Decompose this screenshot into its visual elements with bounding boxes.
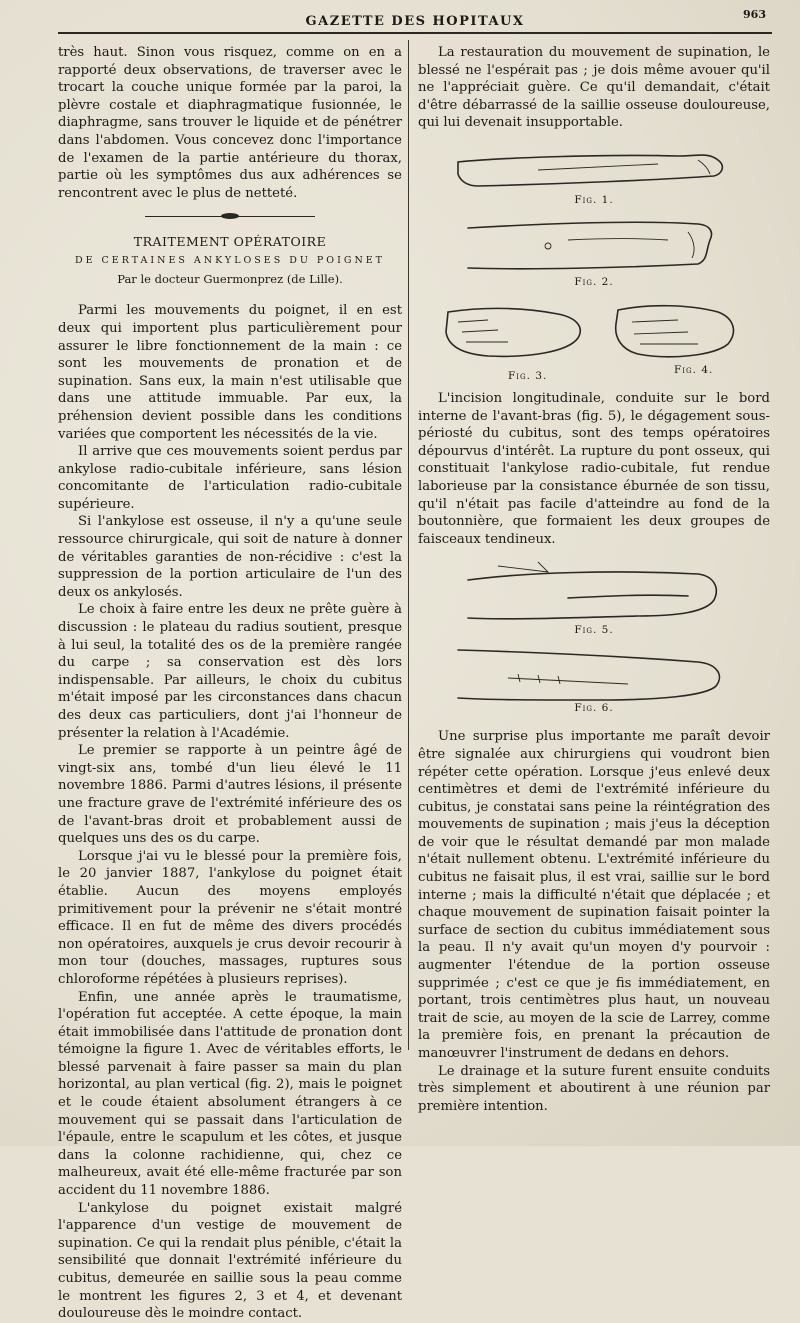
article-paragraph: Le drainage et la suture furent ensuite conduits très simplement et aboutirent à une réunion par première intention. bbox=[418, 1063, 770, 1114]
section-title: TRAITEMENT OPÉRATOIRE bbox=[133, 234, 327, 250]
article-paragraph: L'ankylose du poignet existait malgré l'apparence d'un vestige de mouvement de supination. Ce qui la rendait plus pénible, c'était la sensibilité que donnait l'extrémité inférieure du cubitus, demeurée en saillie sous la peau comme le montrent les figures 2, 3 et 4, et devenant douloureuse dès le moindre contact. bbox=[58, 1200, 402, 1322]
figure-caption: Fig. 2. bbox=[574, 275, 614, 288]
incision-illustration bbox=[418, 558, 770, 626]
right-column bbox=[418, 44, 770, 1115]
figure-caption: Fig. 3. bbox=[508, 369, 548, 382]
figure-6 bbox=[418, 640, 770, 714]
article-paragraph: Si l'ankylose est osseuse, il n'y a qu'une seule ressource chirurgicale, qui soit de nature à donner de véritables garanties de non-récidive : c'est la suppression de la portion articulaire de l'un des deux os ankylosés. bbox=[58, 514, 402, 600]
article-paragraph: L'incision longitudinale, conduite sur le bord interne de l'avant-bras (fig. 5), le dégagement sous-périosté du cubitus, sont des temps opératoires dépourvus d'intérêt. La rupture du pont osseux, qui constituait l'ankylose radio-cubitale, fut rendue laborieuse par la consistance éburnée de son tissu, qu'il n'était pas facile d'atteindre au fond de la boutonnière, que formaient les deux groupes de faisceaux tendineux. bbox=[418, 390, 770, 547]
page-number: 963 bbox=[743, 8, 766, 21]
figure-2 bbox=[418, 210, 770, 288]
article-paragraph: Lorsque j'ai vu le blessé pour la première fois, le 20 janvier 1887, l'ankylose du poignet était établie. Aucun des moyens employés primitivement pour la prévenir ne s'était montré efficace. Il en fut de même des divers procédés non opératoires, auxquels je crus devoir recourir à mon tour (douches, massages, ruptures sous chloroforme répétées à plusieurs reprises). bbox=[58, 848, 402, 987]
article-paragraph: La restauration du mouvement de supination, le blessé ne l'espérait pas ; je dois même avouer qu'il ne l'appréciait guère. Ce qu'il demandait, c'était d'être débarrassé de la saillie osseuse douloureuse, qui lui devenait insupportable. bbox=[418, 45, 770, 131]
forearm-vertical-illustration bbox=[418, 210, 770, 280]
article-paragraph: Parmi les mouvements du poignet, il en est deux qui importent plus particulièrement pour assurer le libre fonctionnement de la main : ce sont les mouvements de pronation et de supination. Sans eux, la main n'est utilisable que dans une attitude immuable. Par eux, la préhension devient possible dans les conditions variées que comportent les nécessités de la vie. bbox=[58, 303, 402, 442]
sutured-forearm-illustration bbox=[418, 640, 770, 706]
hand-views-illustration bbox=[418, 292, 770, 374]
page-header bbox=[58, 6, 772, 34]
forearm-pronation-illustration bbox=[418, 140, 770, 198]
figure-caption: Fig. 1. bbox=[574, 193, 614, 206]
column-divider bbox=[408, 40, 409, 1050]
article-paragraph: Le choix à faire entre les deux ne prête guère à discussion : le plateau du radius soutient, presque à lui seul, la totalité des os de la première rangée du carpe ; sa conservation est dès lors indispensable. Par ailleurs, le choix du cubitus m'était imposé par les circonstances dans chacun des deux cas particuliers, dont j'ai l'honneur de présenter la relation à l'Académie. bbox=[58, 602, 402, 741]
journal-title: GAZETTE DES HOPITAUX bbox=[305, 14, 525, 29]
article-paragraph: Il arrive que ces mouvements soient perdus par ankylose radio-cubitale inférieure, sans lésion concomitante de l'articulation radio-cubitale supérieure. bbox=[58, 444, 402, 512]
figures-3-4 bbox=[418, 292, 770, 388]
article-paragraph: Le premier se rapporte à un peintre âgé de vingt-six ans, tombé d'un lieu élevé le 11 novembre 1886. Parmi d'autres lésions, il présente une fracture grave de l'extrémité inférieure des os de l'avant-bras droit et probablement aussi de quelques uns des os du carpe. bbox=[58, 743, 402, 847]
author-byline: Par le docteur Guermonprez (de Lille). bbox=[117, 272, 343, 287]
figure-5 bbox=[418, 558, 770, 636]
intro-paragraph: très haut. Sinon vous risquez, comme on en a rapporté deux observations, de traverser avec le trocart la couche unique formée par la paroi, la plèvre costale et diaphragmatique fusionnée, le diaphragme, sans trouver le liquide et de pénétrer dans l'abdomen. Vous concevez donc l'importance de l'examen de la partie antérieure du thorax, partie où les symptômes dus aux adhérences se rencontrent avec le plus de netteté. bbox=[58, 45, 402, 201]
article-paragraph: Une surprise plus importante me paraît devoir être signalée aux chirurgiens qui voudront bien répéter cette opération. Lorsque j'eus enlevé deux centimètres et demi de l'extrémité inférieure du cubitus, je constatai sans peine la réintégration des mouvements de supination ; mais j'eus la déception de voir que le résultat demandé par mon malade n'était nullement obtenu. L'extrémité inférieure du cubitus ne faisait plus, il est vrai, saillie sur le bord interne ; mais la difficulté n'était que déplacée ; et chaque mouvement de supination faisait pointer la surface de section du cubitus immédiatement sous la peau. Il n'y avait qu'un moyen d'y pourvoir : augmenter l'étendue de la portion osseuse supprimée ; c'est ce que je fis immédiatement, en portant, trois centimètres plus haut, un nouveau trait de scie, au moyen de la scie de Larrey, comme la première fois, en prenant la précaution de manœuvrer l'instrument de dedans en dehors. bbox=[418, 729, 770, 1061]
figure-1 bbox=[418, 140, 770, 206]
article-paragraph: Enfin, une année après le traumatisme, l'opération fut acceptée. A cette époque, la main était immobilisée dans l'attitude de pronation dont témoigne la figure 1. Avec de véritables efforts, le blessé parvenait à faire passer sa main du plan horizontal, au plan vertical (fig. 2), mais le poignet et le coude étaient absolument étrangers à ce mouvement qui se passait dans l'articulation de l'épaule, entre le scapulum et les côtes, et jusque dans la colonne rachidienne, qui, chez ce malheureux, avait été elle-même fracturée par son accident du 11 novembre 1886. bbox=[58, 989, 402, 1199]
figure-caption: Fig. 5. bbox=[574, 624, 614, 637]
figure-caption: Fig. 4. bbox=[674, 363, 714, 376]
section-ornament bbox=[145, 212, 315, 220]
left-column bbox=[58, 44, 402, 1323]
figure-caption: Fig. 6. bbox=[574, 702, 614, 715]
section-subtitle: DE CERTAINES ANKYLOSES DU POIGNET bbox=[74, 255, 386, 267]
